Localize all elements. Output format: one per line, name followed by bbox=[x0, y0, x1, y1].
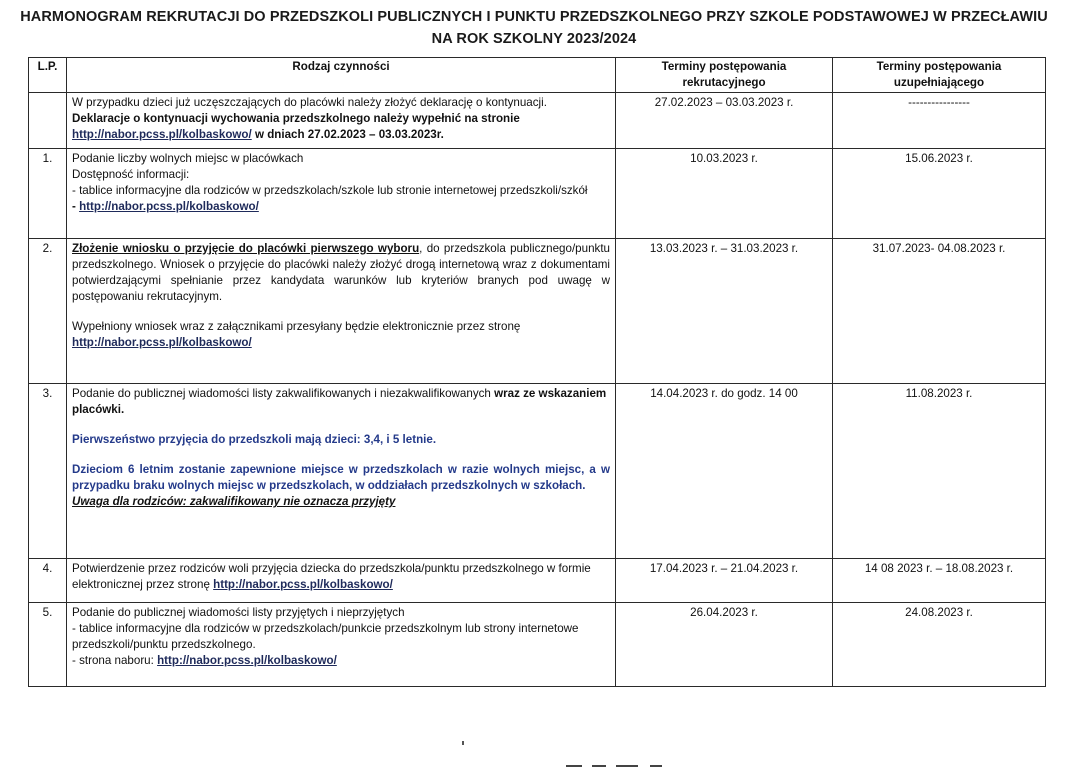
scan-mark bbox=[462, 741, 464, 745]
table-row bbox=[29, 559, 1046, 603]
nabor-link[interactable]: http://nabor.pcss.pl/kolbaskowo/ bbox=[157, 654, 337, 667]
table-header-row bbox=[29, 58, 1046, 93]
activity-cell bbox=[67, 559, 616, 603]
parents-warning: Uwaga dla rodziców: zakwalifikowany nie oznacza przyjęty bbox=[72, 495, 396, 508]
document-title: HARMONOGRAM REKRUTACJI DO PRZEDSZKOLI PUBLICZNYCH I PUNKTU PRZEDSZKOLNEGO PRZY SZKOLE PODSTAWOWEJ W PRZECŁAWIU NA ROK SZKOLNY 2023/2024 bbox=[20, 9, 1048, 47]
activity-text: Podanie liczby wolnych miejsc w placówkach bbox=[72, 152, 304, 165]
nabor-link[interactable]: http://nabor.pcss.pl/kolbaskowo/ bbox=[213, 578, 393, 591]
header-recruitment: Terminy postępowania rekrutacyjnego bbox=[616, 58, 833, 93]
activity-text: - tablice informacyjne dla rodziców w przedszkolach/punkcie przedszkolnym lub strony internetowe przedszkoli/punktu przedszkolnego. bbox=[72, 622, 579, 651]
scan-mark bbox=[650, 765, 662, 767]
activity-bold-text: Deklaracje o kontynuacji wychowania przedszkolnego należy wypełnić na stronie bbox=[72, 112, 520, 125]
recruitment-date: 10.03.2023 r. bbox=[616, 149, 833, 239]
nabor-link[interactable]: http://nabor.pcss.pl/kolbaskowo/ bbox=[72, 336, 252, 349]
table-row bbox=[29, 93, 1046, 149]
scan-mark bbox=[616, 765, 638, 767]
table-row bbox=[29, 603, 1046, 687]
activity-text: Potwierdzenie przez rodziców woli przyjęcia dziecka do przedszkola/punktu przedszkolnego w formie elektronicznej przez stronę bbox=[72, 562, 591, 591]
dash-prefix: - bbox=[72, 200, 80, 213]
nabor-link[interactable]: http://nabor.pcss.pl/kolbaskowo/ bbox=[79, 200, 259, 213]
supplementary-date: 24.08.2023 r. bbox=[833, 603, 1046, 687]
supplementary-date: 11.08.2023 r. bbox=[833, 384, 1046, 559]
scan-mark bbox=[566, 765, 582, 767]
nabor-link[interactable]: http://nabor.pcss.pl/kolbaskowo/ bbox=[72, 128, 252, 141]
row-number: 5. bbox=[29, 603, 67, 687]
supplementary-date: ---------------- bbox=[833, 93, 1046, 149]
activity-bold-text: wraz ze wskazaniem placówki. bbox=[72, 387, 607, 416]
activity-text: - strona naboru: bbox=[72, 654, 158, 667]
recruitment-date: 27.02.2023 – 03.03.2023 r. bbox=[616, 93, 833, 149]
activity-cell bbox=[67, 603, 616, 687]
activity-text: Dostępność informacji: bbox=[72, 168, 190, 181]
header-activity: Rodzaj czynności bbox=[67, 58, 616, 93]
activity-cell bbox=[67, 149, 616, 239]
supplementary-date: 31.07.2023- 04.08.2023 r. bbox=[833, 239, 1046, 384]
activity-bold-text: w dniach 27.02.2023 – 03.03.2023r. bbox=[251, 128, 444, 141]
recruitment-date: 17.04.2023 r. – 21.04.2023 r. bbox=[616, 559, 833, 603]
table-row bbox=[29, 384, 1046, 559]
schedule-table bbox=[28, 57, 1046, 687]
activity-text: , do przedszkola publicznego/punktu przedszkolnego. Wniosek o przyjęcie do placówki należy złożyć drogą internetową wraz z dokumentami potwierdzającymi spełnianie przez kandydata warunków lub kryteriów branych pod uwagę w postępowaniu rekrutacyjnym. bbox=[72, 242, 610, 303]
recruitment-date: 26.04.2023 r. bbox=[616, 603, 833, 687]
supplementary-date: 14 08 2023 r. – 18.08.2023 r. bbox=[833, 559, 1046, 603]
table-row bbox=[29, 239, 1046, 384]
activity-cell bbox=[67, 384, 616, 559]
activity-text: W przypadku dzieci już uczęszczających do placówki należy złożyć deklarację o kontynuacji. bbox=[72, 96, 547, 109]
activity-cell bbox=[67, 239, 616, 384]
header-lp: L.P. bbox=[29, 58, 67, 93]
activity-text: Podanie do publicznej wiadomości listy zakwalifikowanych i niezakwalifikowanych bbox=[72, 387, 495, 400]
activity-cell bbox=[67, 93, 616, 149]
row-number bbox=[29, 93, 67, 149]
supplementary-date: 15.06.2023 r. bbox=[833, 149, 1046, 239]
row-number: 1. bbox=[29, 149, 67, 239]
row-number: 2. bbox=[29, 239, 67, 384]
recruitment-date: 13.03.2023 r. – 31.03.2023 r. bbox=[616, 239, 833, 384]
scan-mark bbox=[592, 765, 606, 767]
header-supplementary: Terminy postępowania uzupełniającego bbox=[833, 58, 1046, 93]
priority-note: Pierwszeństwo przyjęcia do przedszkoli mają dzieci: 3,4, i 5 letnie. bbox=[72, 433, 437, 446]
recruitment-date: 14.04.2023 r. do godz. 14 00 bbox=[616, 384, 833, 559]
activity-text: - tablice informacyjne dla rodziców w przedszkolach/szkole lub stronie internetowej przedszkoli/szkół bbox=[72, 184, 588, 197]
table-row bbox=[29, 149, 1046, 239]
activity-text: Podanie do publicznej wiadomości listy przyjętych i nieprzyjętych bbox=[72, 606, 405, 619]
activity-lead-text: Złożenie wniosku o przyjęcie do placówki pierwszego wyboru bbox=[72, 242, 420, 255]
row-number: 4. bbox=[29, 559, 67, 603]
row-number: 3. bbox=[29, 384, 67, 559]
activity-text: Wypełniony wniosek wraz z załącznikami przesyłany będzie elektronicznie przez stronę bbox=[72, 320, 521, 333]
six-year-olds-note: Dzieciom 6 letnim zostanie zapewnione miejsce w przedszkolach w razie wolnych miejsc, a w przypadku braku wolnych miejsc w przedszkolach, w oddziałach przedszkolnych w szkołach. bbox=[72, 463, 610, 492]
